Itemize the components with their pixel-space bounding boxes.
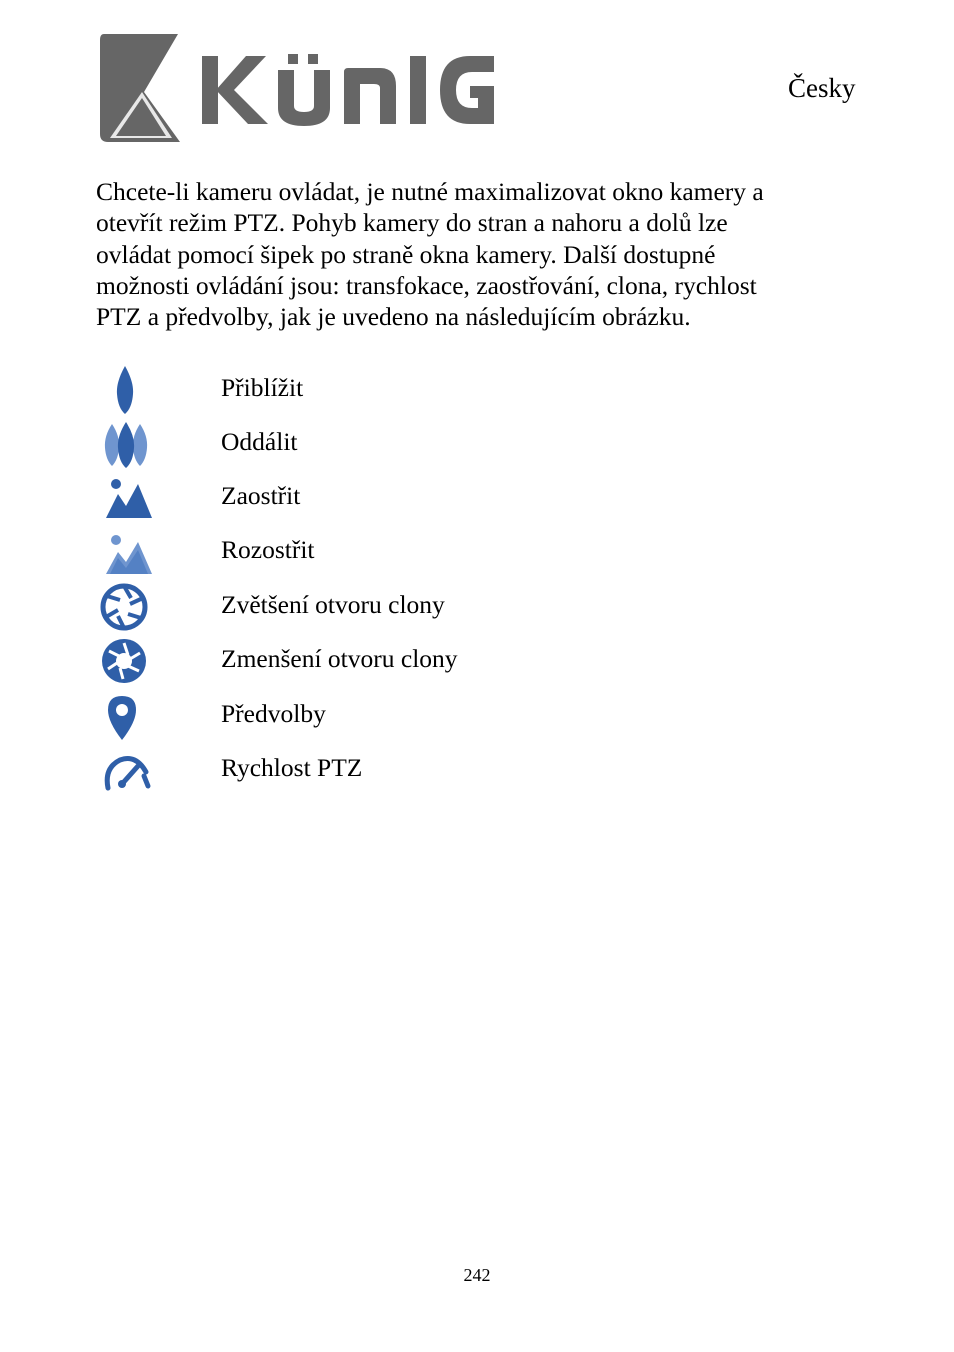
icon-legend-label: Zmenšení otvoru clony: [221, 644, 458, 673]
zoom-in-icon: [98, 364, 154, 416]
location-pin-icon: [98, 690, 154, 742]
icon-legend-row: [98, 581, 578, 635]
icon-legend-label: Rozostřit: [221, 535, 315, 564]
language-label: Česky: [788, 73, 856, 103]
icon-legend-row: [98, 690, 578, 744]
focus-icon: [98, 472, 154, 524]
intro-line: otevřít režim PTZ. Pohyb kamery do stran a nahoru a dolů lze: [96, 208, 728, 238]
icon-legend-label: Předvolby: [221, 699, 326, 728]
intro-line: ovládat pomocí šipek po straně okna kamery. Další dostupné: [96, 239, 716, 269]
zoom-out-icon: [98, 418, 154, 470]
icon-legend-label: Přiblížit: [221, 373, 304, 402]
icon-legend-row: [98, 472, 578, 526]
intro-line: Chcete-li kameru ovládat, je nutné maximalizovat okno kamery a: [96, 177, 764, 206]
page-number: 242: [463, 1265, 491, 1285]
icon-legend-label: Rychlost PTZ: [221, 753, 363, 782]
konig-logo: [98, 32, 518, 146]
icon-legend-label: Zaostřit: [221, 481, 301, 510]
speedometer-icon: [98, 744, 154, 796]
intro-line: možnosti ovládání jsou: transfokace, zaostřování, clona, rychlost: [96, 270, 757, 300]
intro-paragraph: [96, 176, 856, 332]
icon-legend-label: Zvětšení otvoru clony: [221, 590, 445, 619]
intro-line: PTZ a předvolby, jak je uvedeno na následujícím obrázku.: [96, 302, 691, 332]
icon-legend-row: [98, 744, 578, 798]
blur-icon: [98, 526, 154, 578]
aperture-close-icon: [98, 635, 154, 687]
icon-legend-row: [98, 364, 578, 418]
icon-legend-row: [98, 418, 578, 472]
aperture-open-icon: [98, 581, 154, 633]
icon-legend-row: [98, 526, 578, 580]
icon-legend-row: [98, 635, 578, 689]
icon-legend-label: Oddálit: [221, 427, 298, 456]
